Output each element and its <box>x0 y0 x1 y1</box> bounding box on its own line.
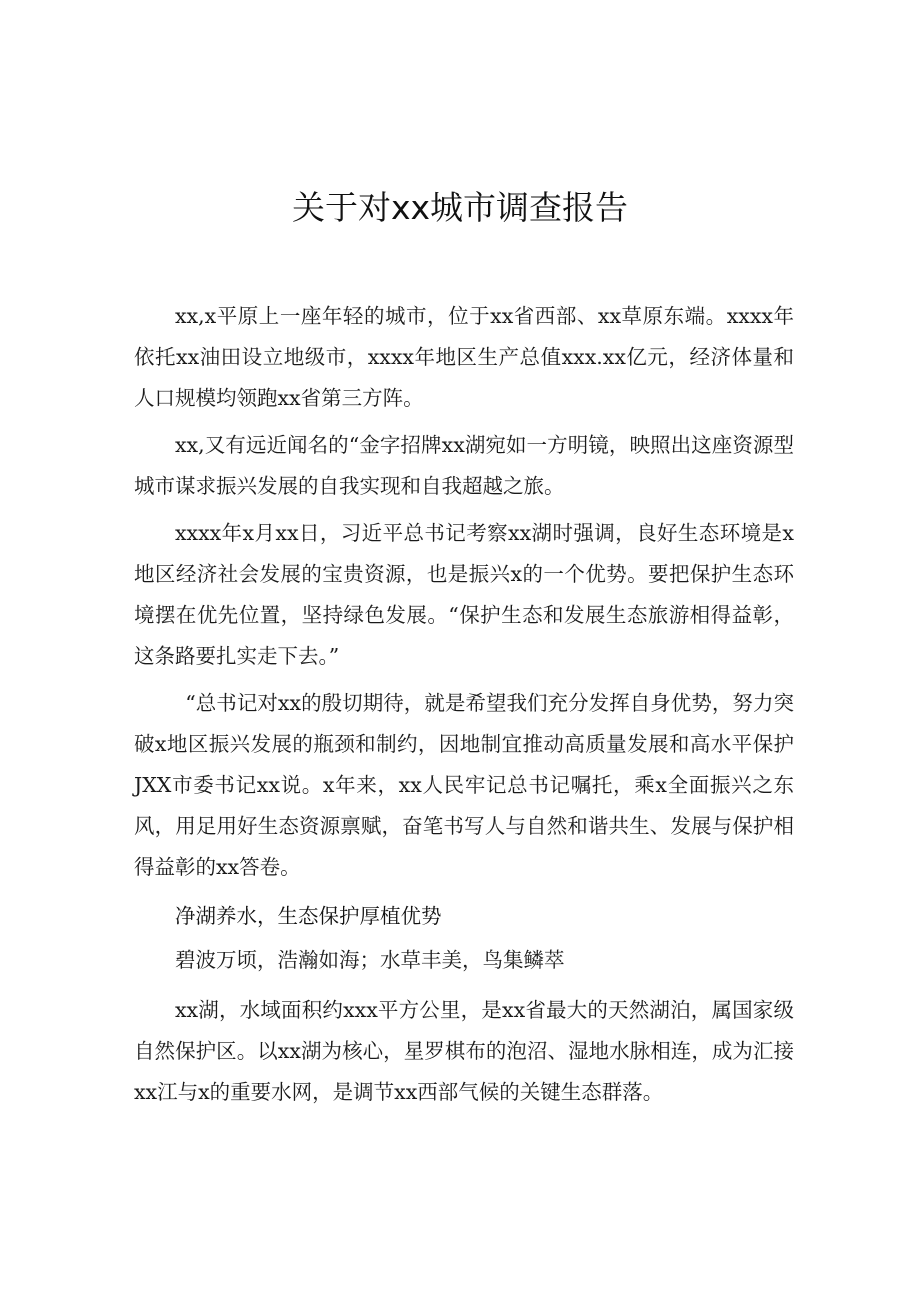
paragraph-lake-mirror: xx,又有远近闻名的“金字招牌xx湖宛如一方明镜，映照出这座资源型城市谋求振兴发展的自我实现和自我超越之旅。 <box>134 433 794 498</box>
section-heading: 净湖养水，生态保护厚植优势 <box>175 904 442 928</box>
paragraph-inspection: xxxx年x月xx日，习近平总书记考察xx湖时强调，良好生态环境是x地区经济社会发展的宝贵资源，也是振兴x的一个优势。要把保护生态环境摆在优先位置，坚持绿色发展。“保护生态和发展生态旅游相得益彰，这条路要扎实走下去。” <box>134 521 794 668</box>
document-body <box>134 296 794 1119</box>
paragraph-intro: xx,x平原上一座年轻的城市，位于xx省西部、xx草原东端。xxxx年依托xx油田设立地级市，xxxx年地区生产总值xxx.xx亿元，经济体量和人口规模均领跑xx省第三方阵。 <box>134 304 794 410</box>
paragraph-secretary-quote: “总书记对xx的殷切期待，就是希望我们充分发挥自身优势，努力突破x地区振兴发展的瓶颈和制约，因地制宜推动高质量发展和高水平保护JXX市委书记xx说。x年来，xx人民牢记总书记嘱托，乘x全面振兴之东风，用足用好生态资源禀赋，奋笔书写人与自然和谐共生、发展与保护相得益彰的xx答卷。 <box>134 691 794 879</box>
paragraph-lake-description: xx湖，水域面积约xxx平方公里，是xx省最大的天然湖泊，属国家级自然保护区。以xx湖为核心，星罗棋布的泡沼、湿地水脉相连，成为汇接xx江与x的重要水网，是调节xx西部气候的关键生态群落。 <box>134 998 794 1104</box>
document-title: 关于对xx城市调查报告 <box>291 188 629 227</box>
section-subheading: 碧波万顷，浩瀚如海；水草丰美，鸟集鳞萃 <box>175 948 565 972</box>
